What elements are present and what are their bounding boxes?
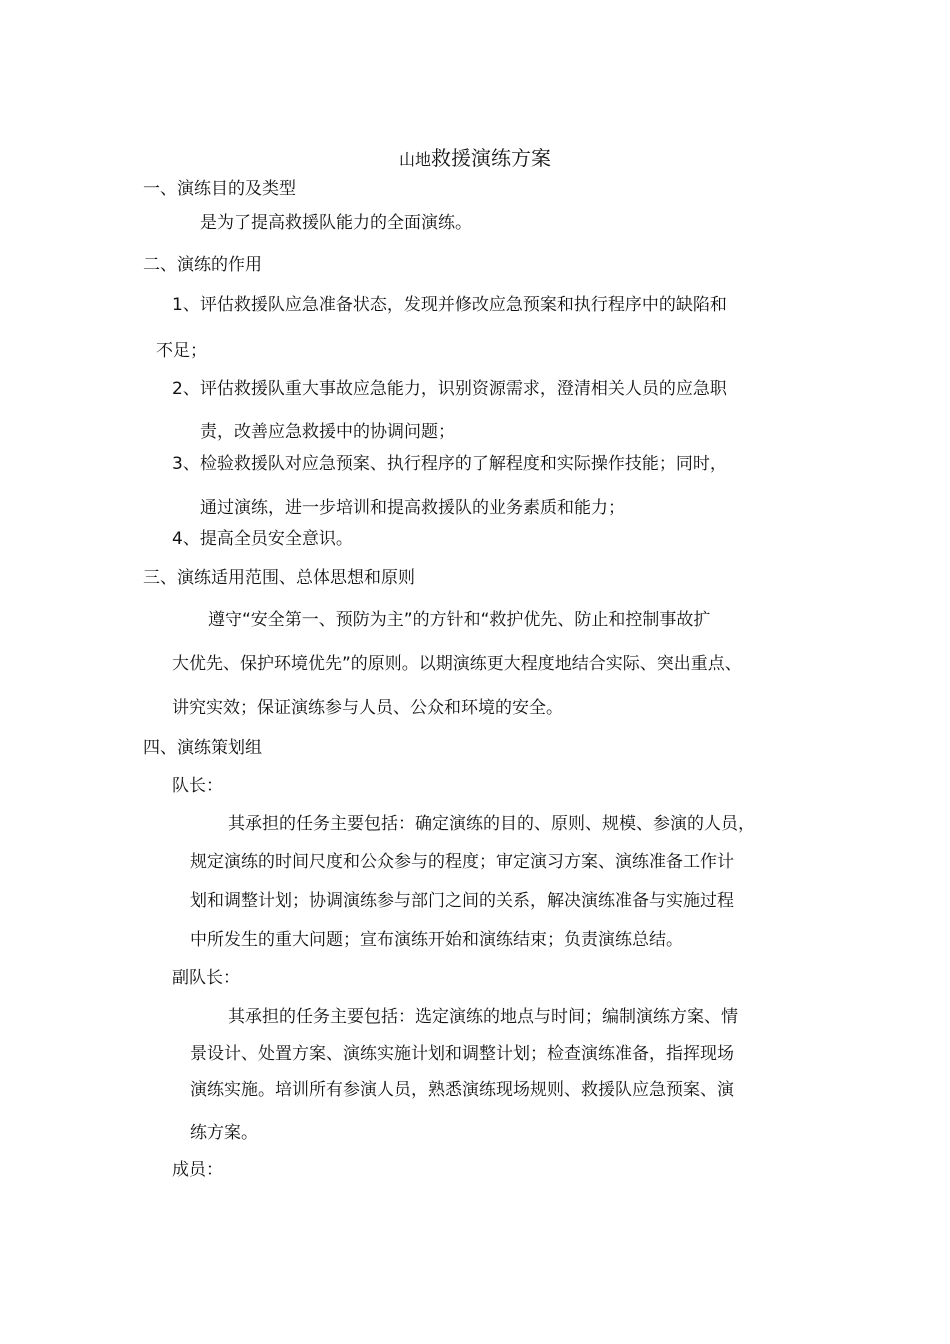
page-title bbox=[0, 145, 950, 173]
section-4-heading: 四、演练策划组 bbox=[143, 738, 262, 758]
section-3-body-line-1: 遵守“安全第一、预防为主”的方针和“救护优先、防止和控制事故扩 bbox=[208, 610, 711, 630]
vice-captain-duties-line-4: 练方案。 bbox=[190, 1123, 258, 1143]
section-3-body-line-3: 讲究实效；保证演练参与人员、公众和环境的安全。 bbox=[172, 698, 563, 718]
captain-duties-line-2: 规定演练的时间尺度和公众参与的程度；审定演习方案、演练准备工作计 bbox=[190, 852, 734, 872]
section-3-body-line-2: 大优先、保护环境优先”的原则。以期演练更大程度地结合实际、突出重点、 bbox=[172, 654, 742, 674]
section-2-item-2-line-2: 责，改善应急救援中的协调问题； bbox=[200, 422, 455, 442]
vice-captain-duties-line-3: 演练实施。培训所有参演人员，熟悉演练现场规则、救援队应急预案、演 bbox=[190, 1080, 734, 1100]
vice-captain-duties-line-1: 其承担的任务主要包括：选定演练的地点与时间；编制演练方案、情 bbox=[228, 1007, 738, 1027]
title-prefix: 山地 bbox=[398, 150, 431, 169]
section-2-heading: 二、演练的作用 bbox=[143, 255, 262, 275]
captain-duties-line-3: 划和调整计划；协调演练参与部门之间的关系，解决演练准备与实施过程 bbox=[190, 891, 734, 911]
captain-label: 队长： bbox=[172, 776, 223, 796]
section-1-heading: 一、演练目的及类型 bbox=[143, 179, 296, 199]
section-2-item-1-line-1: 1、评估救援队应急准备状态，发现并修改应急预案和执行程序中的缺陷和 bbox=[172, 295, 727, 315]
captain-duties-line-4: 中所发生的重大问题；宣布演练开始和演练结束；负责演练总结。 bbox=[190, 930, 683, 950]
member-label: 成员： bbox=[172, 1160, 223, 1180]
section-3-heading: 三、演练适用范围、总体思想和原则 bbox=[143, 568, 415, 588]
section-2-item-1-line-2: 不足； bbox=[156, 341, 207, 361]
section-1-body: 是为了提高救援队能力的全面演练。 bbox=[200, 213, 472, 233]
vice-captain-label: 副队长： bbox=[172, 968, 240, 988]
title-main: 救援演练方案 bbox=[431, 146, 551, 170]
captain-duties-line-1: 其承担的任务主要包括：确定演练的目的、原则、规模、参演的人员， bbox=[228, 814, 755, 834]
section-2-item-3-line-2: 通过演练，进一步培训和提高救援队的业务素质和能力； bbox=[200, 498, 625, 518]
section-2-item-3-line-1: 3、检验救援队对应急预案、执行程序的了解程度和实际操作技能；同时， bbox=[172, 454, 727, 474]
section-2-item-2-line-1: 2、评估救援队重大事故应急能力，识别资源需求，澄清相关人员的应急职 bbox=[172, 379, 727, 399]
section-2-item-4: 4、提高全员安全意识。 bbox=[172, 529, 353, 549]
vice-captain-duties-line-2: 景设计、处置方案、演练实施计划和调整计划；检查演练准备，指挥现场 bbox=[190, 1044, 734, 1064]
